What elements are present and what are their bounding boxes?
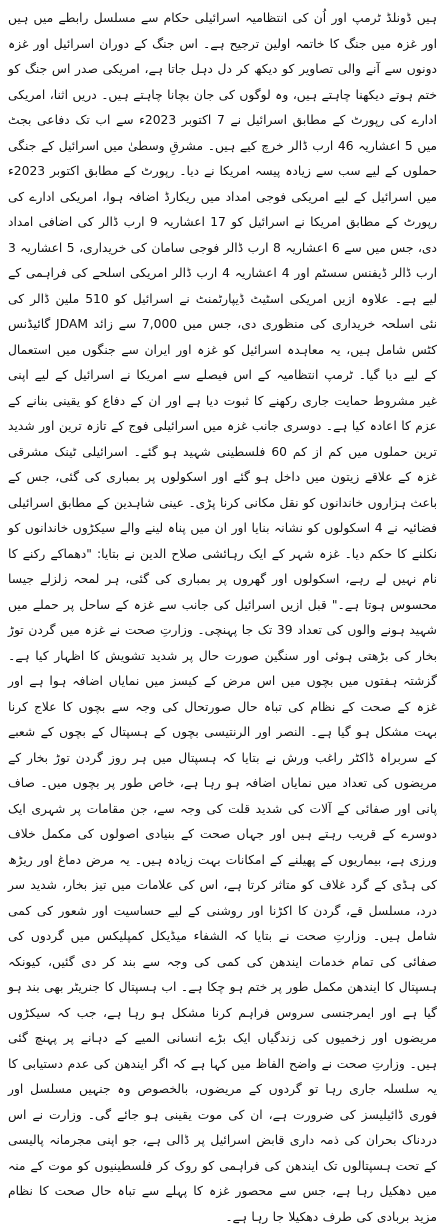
article-paragraph: ہیں ڈونلڈ ٹرمپ اور اُن کی انتظامیہ اسرائیلی حکام سے مسلسل رابطے میں ہیں اور غزہ میں جنگ کا خاتمہ اولین ترجیح ہے۔ اس جنگ کے دوران اسرائیل اور غزہ دونوں سے آنے والی تصاویر کو دیکھ کر دل دہل جاتا ہے، امریکی صدر اس جنگ کو ختم ہوتے دیکھنا چاہتے ہیں، وہ لوگوں کی جان بچانا چاہتے ہیں۔ دریں اثنا، امریکی ادارے کی رپورٹ کے مطابق اسرائیل نے 7 اکتوبر 2023ء سے اب تک دفاعی بجٹ میں 5 اعشاریہ 46 ارب ڈالر خرچ کیے ہیں۔ مشرقِ وسطیٰ میں اسرائیل کے جنگی حملوں کے لیے سب سے زیادہ پیسہ امریکا نے دیا۔ رپورٹ کے مطابق اکتوبر 2023ء میں اسرائیل کے لیے امریکی فوجی امداد میں ریکارڈ اضافہ ہوا، امریکی ادارے کی رپورٹ کے مطابق امریکا نے اسرائیل کو 17 اعشاریہ 9 ارب ڈالر کی اضافی امداد دی، جس میں سے 6 اعشاریہ 8 ارب ڈالر فوجی سامان کی خریداری، 5 اعشاریہ 3 ارب ڈالر ڈیفنس سسٹم اور 4 اعشاریہ 4 ارب ڈالر امریکی اسلحے کی فراہمی کے لیے ہے۔ علاوہ ازیں امریکی اسٹیٹ ڈیپارٹمنٹ نے اسرائیل کو 510 ملین ڈالر کی نئی اسلحہ خریداری کی منظوری دی، جس میں 7,000 سے زائد JDAM گائیڈنس کٹس شامل ہیں، یہ معاہدہ اسرائیل کو غزہ اور ایران سے جنگوں میں استعمال کے لیے دیا گیا۔ ٹرمپ انتظامیہ کے اس فیصلے سے امریکا نے اسرائیل کے لیے اپنی غیر مشروط حمایت جاری رکھنے کا ثبوت دیا ہے اور ان کے دفاع کو یقینی بنانے کے عزم کا اعادہ کیا ہے۔ دوسری جانب غزہ میں اسرائیلی فوج کے تازہ ترین اور شدید ترین حملوں میں کم از کم 60 فلسطینی شہید ہو گئے۔ اسرائیلی ٹینک مشرقی غزہ کے علاقے زیتون میں داخل ہو گئے اور اسکولوں پر بمباری کی گئی، جس کے باعث ہزاروں خاندانوں کو نقل مکانی کرنا پڑی۔ عینی شاہدین کے مطابق اسرائیلی فضائیہ نے 4 اسکولوں کو نشانہ بنایا اور ان میں پناہ لینے والے سیکڑوں خاندانوں کو نکلنے کا حکم دیا۔ غزہ شہر کے ایک رہائشی صلاح الدین نے بتایا: "دھماکے رکنے کا نام نہیں لے رہے، اسکولوں اور گھروں پر بمباری کی گئی، ہر لمحہ زلزلے جیسا محسوس ہوتا ہے۔" قبل ازیں اسرائیل کی جانب سے غزہ کے ساحل پر حملے میں شہید ہونے والوں کی تعداد 39 تک جا پہنچی۔ وزارتِ صحت نے غزہ میں گردن توڑ بخار کی بڑھتی ہوئی اور سنگین صورت حال پر شدید تشویش کا اظہار کیا ہے۔ گزشتہ ہفتوں میں بچوں میں اس مرض کے کیسز میں نمایاں اضافہ ہوا ہے اور غزہ کے صحت کے نظام کی تباہ حال صورتحال کی وجہ سے بچوں کا علاج کرنا بہت مشکل ہو گیا ہے۔ النصر اور الرنتیسی بچوں کے ہسپتال کے بچوں کے شعبے کے سربراہ ڈاکٹر راغب ورش نے بتایا کہ ہسپتال میں ہر روز گردن توڑ بخار کے مریضوں کی تعداد میں نمایاں اضافہ ہو رہا ہے، خاص طور پر بچوں میں۔ صاف پانی اور صفائی کے آلات کی شدید قلت کی وجہ سے، جن مقامات پر شہری ایک دوسرے کے قریب رہتے ہیں اور جہاں صحت کے بنیادی اصولوں کی مکمل خلاف ورزی ہے، بیماریوں کے پھیلنے کے امکانات بہت زیادہ ہیں۔ یہ مرض دماغ اور ریڑھ کی ہڈی کے گرد غلاف کو متاثر کرتا ہے، اس کی علامات میں تیز بخار، شدید سر درد، مسلسل قے، گردن کا اکڑنا اور روشنی کے لیے حساسیت اور شعور کی کمی شامل ہیں۔ وزارتِ صحت نے بتایا کہ الشفاء میڈیکل کمپلیکس میں گردوں کی صفائی کی تمام خدمات ایندھن کی کمی کی وجہ سے بند کر دی گئیں، کیونکہ ہسپتال کا ایندھن مکمل طور پر ختم ہو چکا ہے۔ اب ہسپتال کا جنریٹر بھی بند ہو گیا ہے اور ایمرجنسی سروس فراہم کرنا مشکل ہو رہا ہے، جب کہ سیکڑوں مریضوں اور زخمیوں کی زندگیاں ایک بڑے انسانی المیے کے دہانے پر پہنچ گئی ہیں۔ وزارتِ صحت نے واضح الفاظ میں کہا ہے کہ اگر ایندھن کی عدم دستیابی کا یہ سلسلہ جاری رہا تو گردوں کے مریضوں، بالخصوص وہ جنہیں مسلسل اور فوری ڈائیلیسز کی ضرورت ہے، ان کی موت یقینی ہو جائے گی۔ وزارت نے اس دردناک بحران کی ذمہ داری قابض اسرائیل پر ڈالی ہے، جو اپنی مجرمانہ پالیسی کے تحت ہسپتالوں تک ایندھن کی فراہمی کو روک کر فلسطینیوں کو موت کے منہ میں دھکیل رہا ہے، جس سے محصور غزہ کا پہلے سے تباہ حال صحت کا نظام مزید بربادی کی طرف دھکیلا جا رہا ہے۔: [8, 11, 438, 1224]
